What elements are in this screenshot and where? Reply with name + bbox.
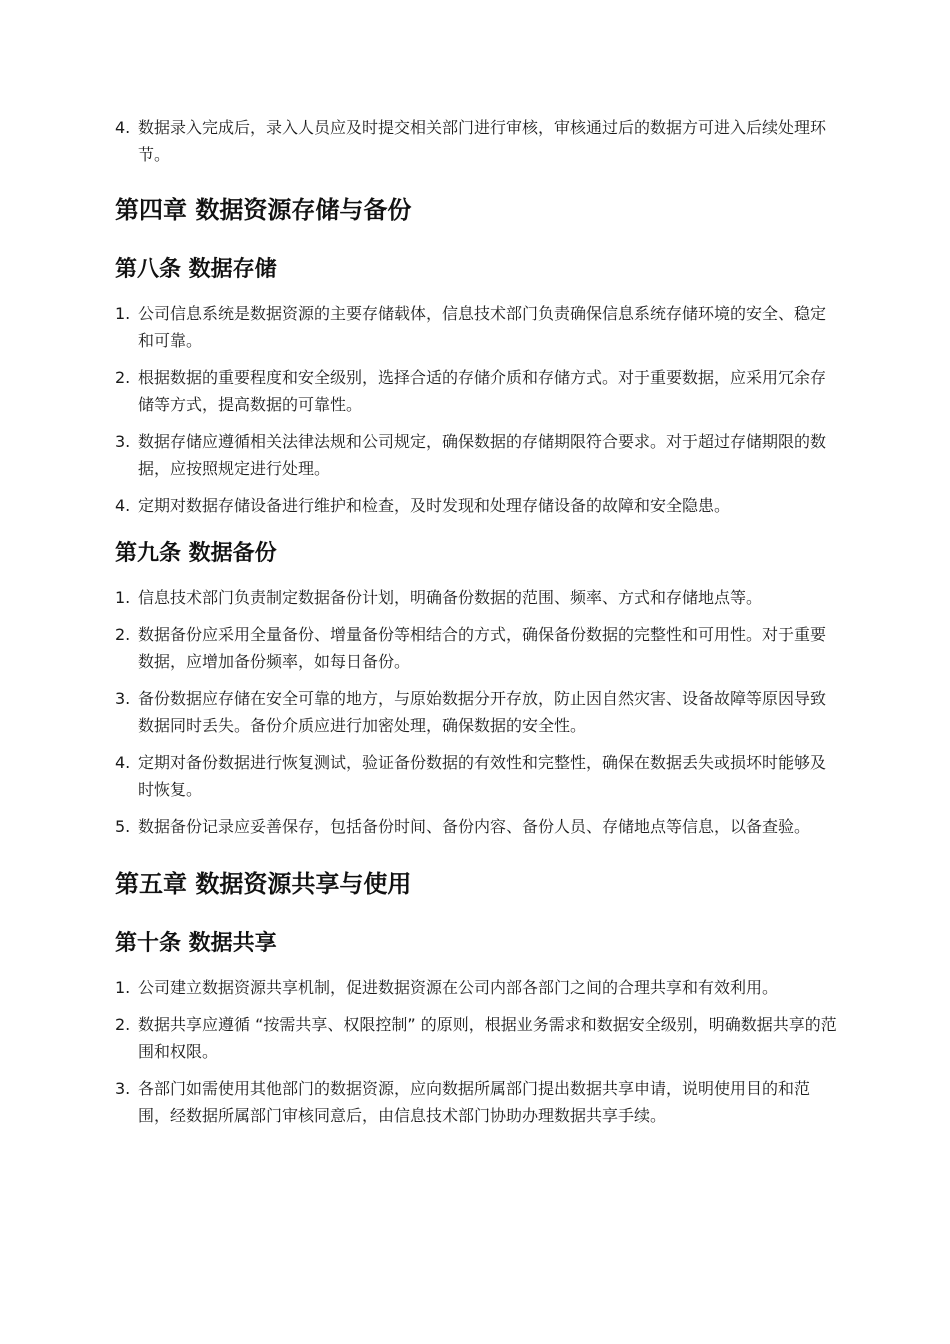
list-text: 公司建立数据资源共享机制，促进数据资源在公司内部各部门之间的合理共享和有效利用。 bbox=[138, 978, 779, 997]
list-number: 2. bbox=[115, 1015, 131, 1034]
list-item bbox=[115, 584, 840, 611]
article-title: 第九条 数据备份 bbox=[115, 541, 277, 566]
list-number: 2. bbox=[115, 625, 131, 644]
article-title: 第十条 数据共享 bbox=[115, 931, 277, 956]
list-text: 数据共享应遵循 “按需共享、权限控制” 的原则，根据业务需求和数据安全级别，明确数据共享的范围和权限。 bbox=[138, 1015, 837, 1061]
list-text: 数据录入完成后，录入人员应及时提交相关部门进行审核，审核通过后的数据方可进入后续处理环节。 bbox=[138, 118, 827, 164]
list-item bbox=[115, 428, 840, 482]
list-text: 备份数据应存储在安全可靠的地方，与原始数据分开存放，防止因自然灾害、设备故障等原因导致数据同时丢失。备份介质应进行加密处理，确保数据的安全性。 bbox=[138, 689, 827, 735]
list-item bbox=[115, 300, 840, 354]
list-item bbox=[115, 1075, 840, 1129]
chapter-title: 第五章 数据资源共享与使用 bbox=[115, 870, 412, 898]
list-item bbox=[115, 621, 840, 675]
list-item bbox=[115, 813, 840, 840]
article8-list bbox=[115, 300, 840, 519]
list-number: 1. bbox=[115, 588, 131, 607]
list-number: 1. bbox=[115, 978, 131, 997]
list-text: 各部门如需使用其他部门的数据资源，应向数据所属部门提出数据共享申请，说明使用目的和范围，经数据所属部门审核同意后，由信息技术部门协助办理数据共享手续。 bbox=[138, 1079, 811, 1125]
list-item bbox=[115, 1011, 840, 1065]
chapter-title: 第四章 数据资源存储与备份 bbox=[115, 196, 412, 224]
list-text: 定期对数据存储设备进行维护和检查，及时发现和处理存储设备的故障和安全隐患。 bbox=[138, 496, 731, 515]
list-text: 信息技术部门负责制定数据备份计划，明确备份数据的范围、频率、方式和存储地点等。 bbox=[138, 588, 763, 607]
list-number: 4. bbox=[115, 118, 131, 137]
list-number: 2. bbox=[115, 368, 131, 387]
continuation-list bbox=[115, 114, 840, 168]
list-text: 数据备份记录应妥善保存，包括备份时间、备份内容、备份人员、存储地点等信息，以备查验。 bbox=[138, 817, 811, 836]
list-text: 公司信息系统是数据资源的主要存储载体，信息技术部门负责确保信息系统存储环境的安全、稳定和可靠。 bbox=[138, 304, 827, 350]
article10-list bbox=[115, 974, 840, 1129]
article-title: 第八条 数据存储 bbox=[115, 257, 277, 282]
list-item bbox=[115, 749, 840, 803]
list-number: 5. bbox=[115, 817, 131, 836]
list-item bbox=[115, 114, 840, 168]
list-item bbox=[115, 974, 840, 1001]
list-text: 定期对备份数据进行恢复测试，验证备份数据的有效性和完整性，确保在数据丢失或损坏时能够及时恢复。 bbox=[138, 753, 827, 799]
list-number: 3. bbox=[115, 1079, 131, 1098]
list-number: 3. bbox=[115, 432, 131, 451]
list-text: 数据备份应采用全量备份、增量备份等相结合的方式，确保备份数据的完整性和可用性。对于重要数据，应增加备份频率，如每日备份。 bbox=[138, 625, 827, 671]
list-number: 4. bbox=[115, 753, 131, 772]
list-item bbox=[115, 364, 840, 418]
list-text: 根据数据的重要程度和安全级别，选择合适的存储介质和存储方式。对于重要数据，应采用冗余存储等方式，提高数据的可靠性。 bbox=[138, 368, 827, 414]
list-text: 数据存储应遵循相关法律法规和公司规定，确保数据的存储期限符合要求。对于超过存储期限的数据，应按照规定进行处理。 bbox=[138, 432, 827, 478]
article9-list bbox=[115, 584, 840, 840]
list-number: 3. bbox=[115, 689, 131, 708]
list-item bbox=[115, 492, 840, 519]
list-number: 1. bbox=[115, 304, 131, 323]
list-item bbox=[115, 685, 840, 739]
list-number: 4. bbox=[115, 496, 131, 515]
